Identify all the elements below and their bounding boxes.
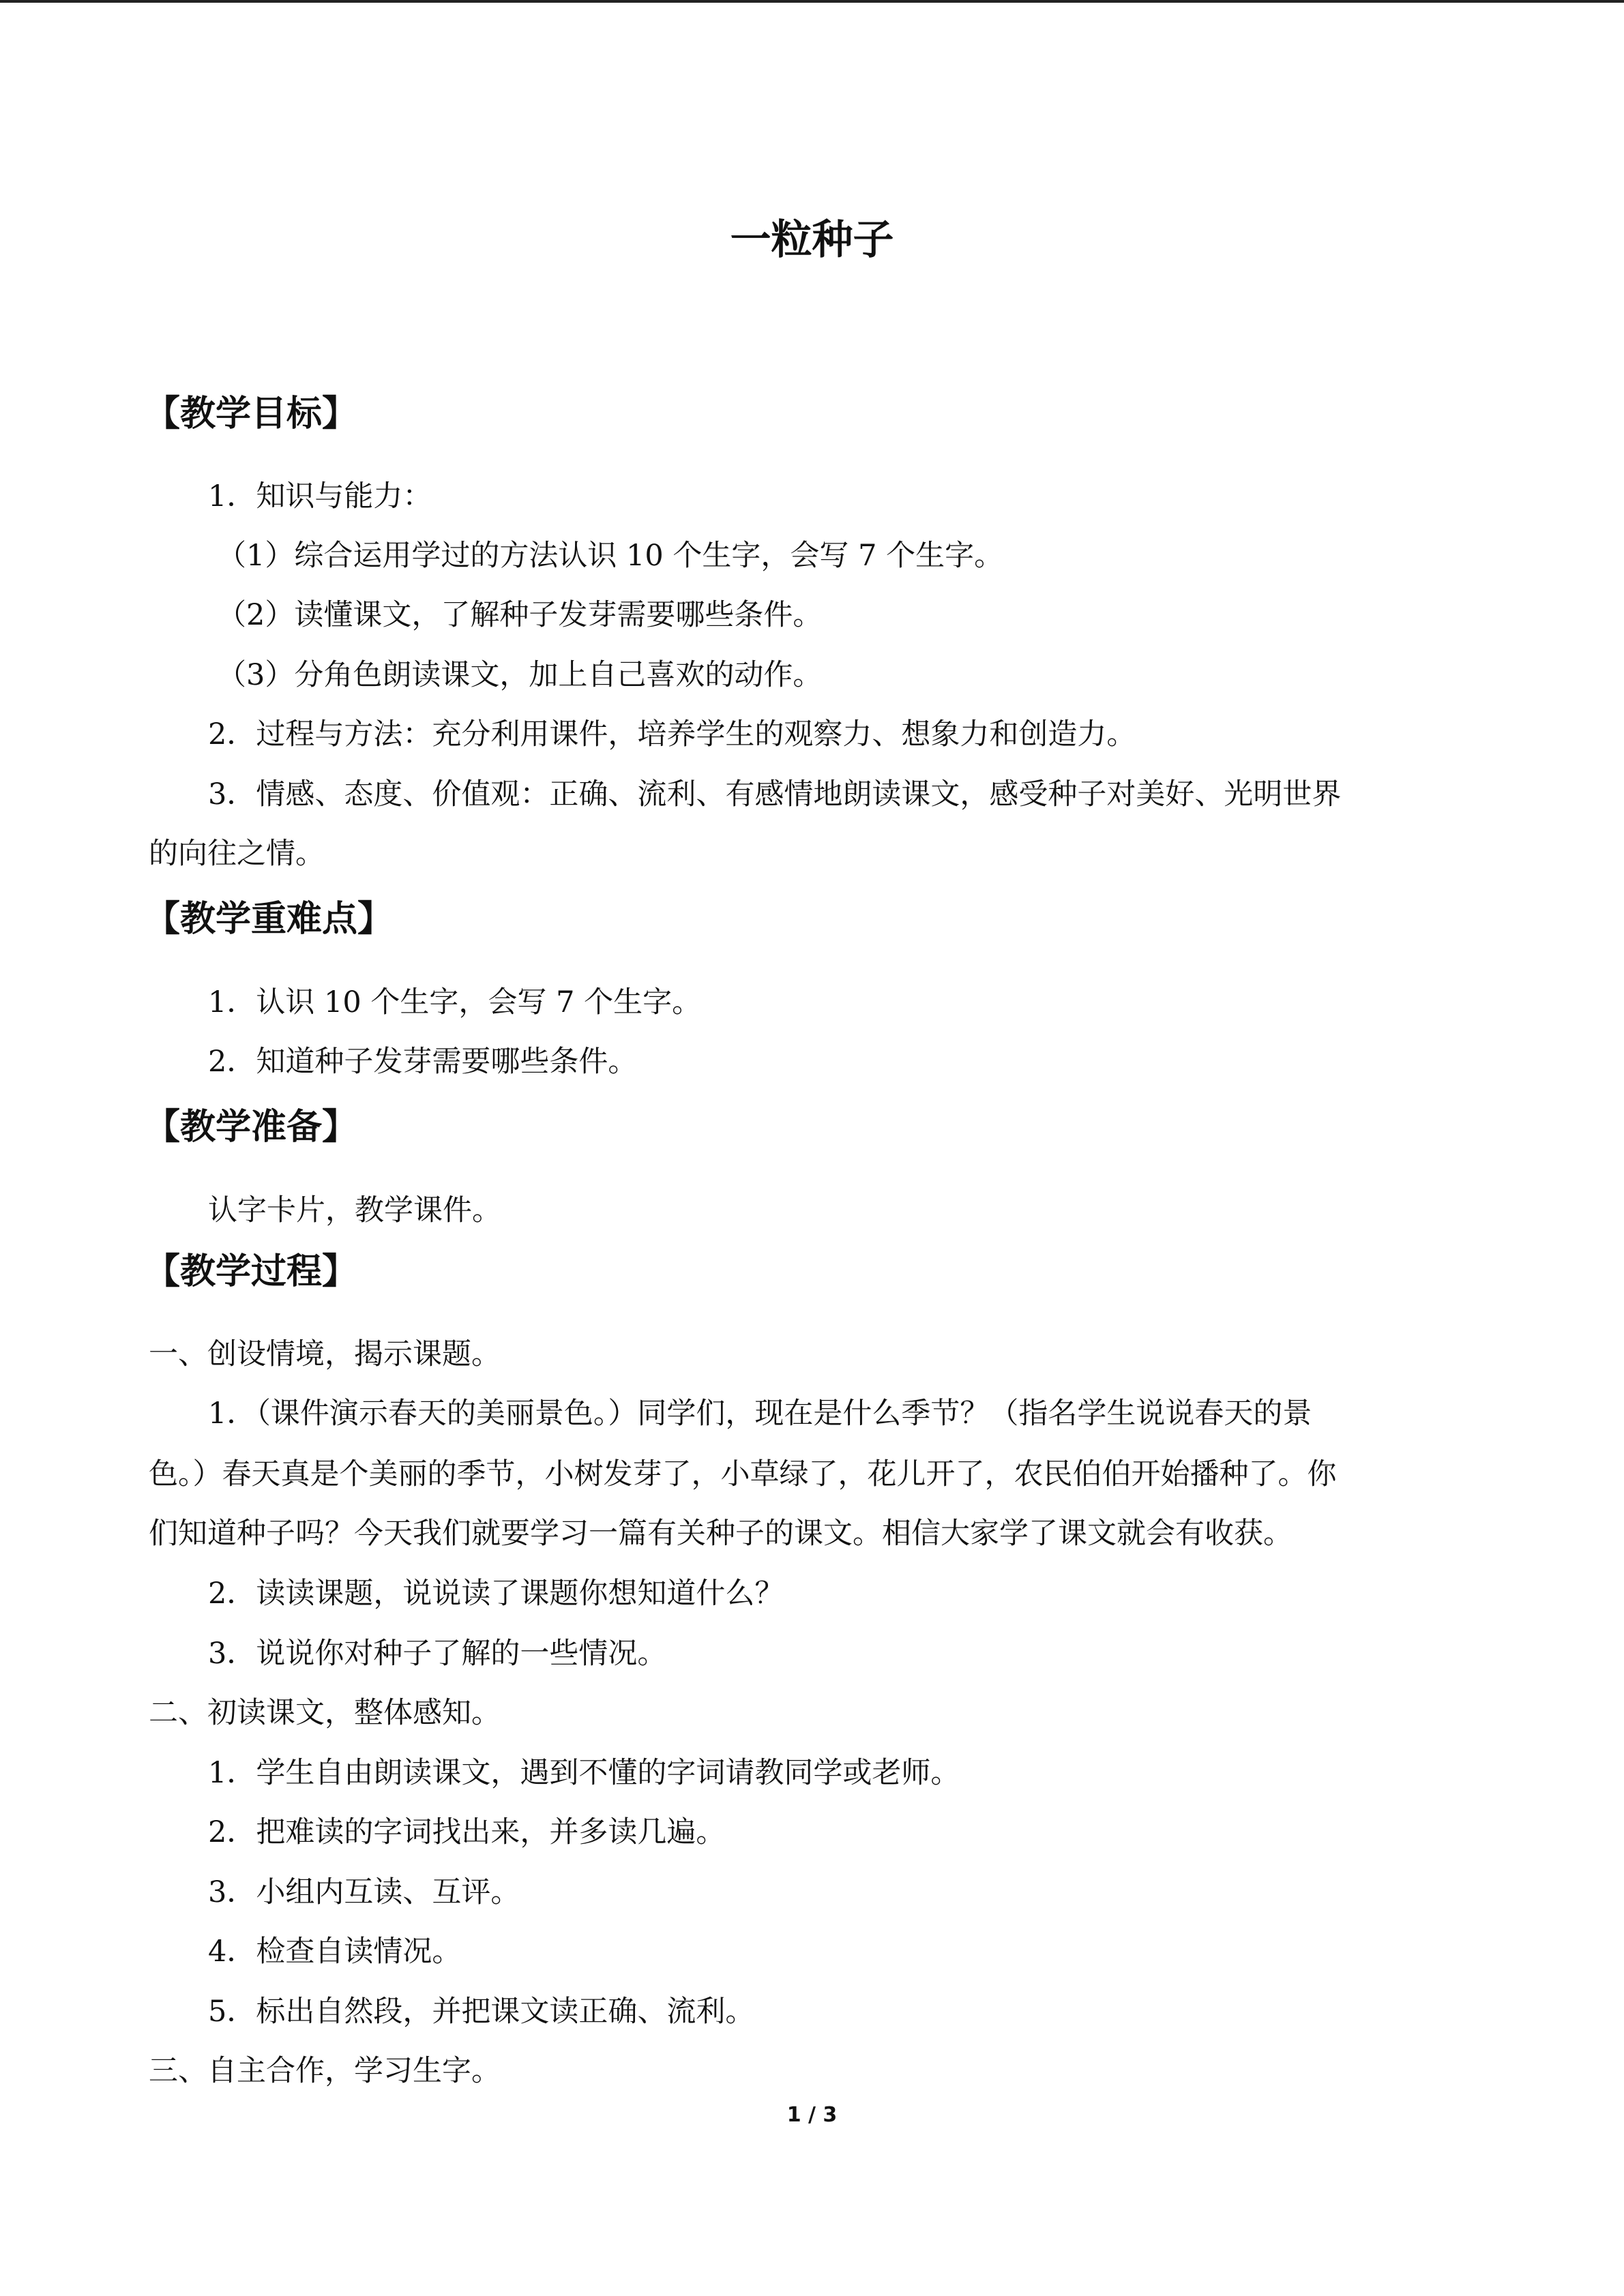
preparation-line: 认字卡片，教学课件。 [208,1193,501,1227]
process-line: 三、自主合作，学习生字。 [149,2054,501,2088]
objective-line: （1）综合运用学过的方法认识 10 个生字，会写 7 个生字。 [217,539,1004,573]
process-line: 4．检查自读情况。 [208,1935,462,1969]
objective-line: 1．知识与能力： [208,479,432,513]
objective-line: 的向往之情。 [149,837,325,871]
key-point-line: 2．知道种子发芽需要哪些条件。 [208,1045,638,1079]
key-point-line: 1．认识 10 个生字，会写 7 个生字。 [208,985,702,1019]
section-heading-process: 【教学过程】 [145,1251,358,1292]
process-line: 一、创设情境，揭示课题。 [149,1337,501,1371]
section-heading-preparation: 【教学准备】 [145,1107,358,1148]
process-line: 3．小组内互读、互评。 [208,1875,520,1909]
process-line: 2．读读课题，说说读了课题你想知道什么？ [208,1577,784,1611]
section-heading-objectives: 【教学目标】 [145,393,358,434]
process-line: 1．学生自由朗读课文，遇到不懂的字词请教同学或老师。 [208,1756,960,1790]
process-line: 们知道种子吗？今天我们就要学习一篇有关种子的课文。相信大家学了课文就会有收获。 [149,1517,1293,1551]
process-line: 色。）春天真是个美丽的季节，小树发芽了，小草绿了，花儿开了，农民伯伯开始播种了。你 [149,1457,1337,1491]
process-line: 2．把难读的字词找出来，并多读几遍。 [208,1815,726,1849]
objective-line: 3．情感、态度、价值观：正确、流利、有感情地朗读课文，感受种子对美好、光明世界 [208,777,1342,811]
objective-line: 2．过程与方法：充分利用课件，培养学生的观察力、想象力和创造力。 [208,717,1136,751]
objective-line: （2）读懂课文，了解种子发芽需要哪些条件。 [217,598,823,632]
process-line: 1．（课件演示春天的美丽景色。）同学们，现在是什么季节？（指名学生说说春天的景 [208,1397,1312,1431]
process-line: 二、初读课文，整体感知。 [149,1696,501,1730]
process-line: 3．说说你对种子了解的一些情况。 [208,1637,667,1671]
page-indicator: 1 / 3 [786,2103,838,2127]
objective-line: （3）分角色朗读课文，加上自己喜欢的动作。 [217,658,823,692]
section-heading-key-points: 【教学重难点】 [145,899,394,940]
process-line: 5．标出自然段，并把课文读正确、流利。 [208,1995,755,2029]
page-title: 一粒种子 [730,216,894,264]
page-top-border [0,0,1624,3]
